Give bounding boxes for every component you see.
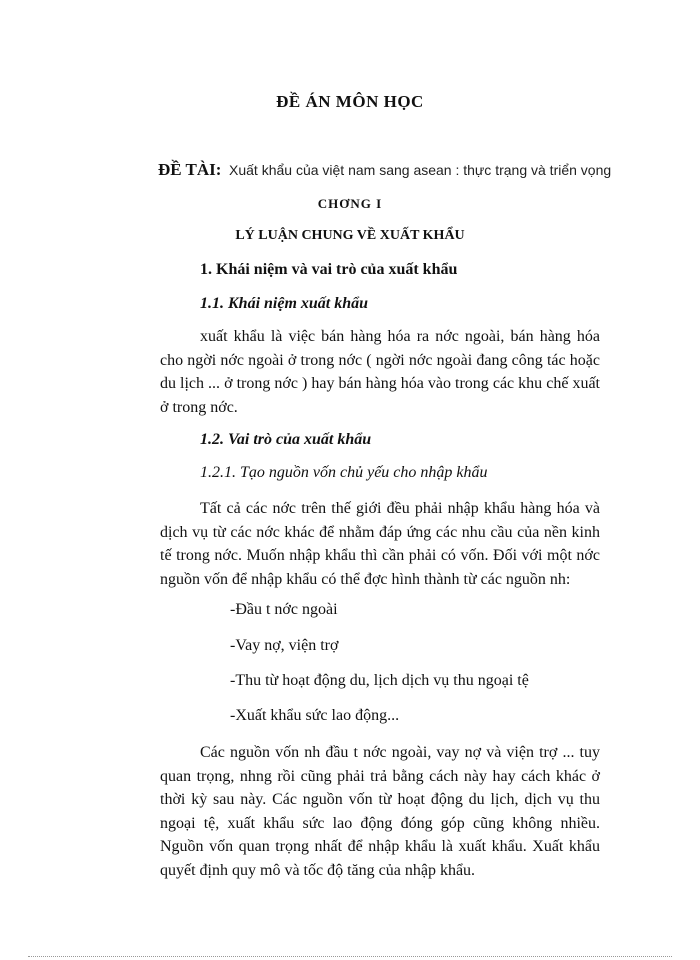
list-item: -Thu từ hoạt động du, lịch dịch vụ thu ngoại tệ	[230, 672, 529, 689]
document-title: ĐỀ ÁN MÔN HỌC	[276, 92, 424, 111]
section-1-1-paragraph: xuất khẩu là việc bán hàng hóa ra nớc ngoài, bán hàng hóa cho ngời nớc ngoài ở trong nớc ( ngời nớc ngoài đang công tác hoặc du lịch ... ở trong nớc ) hay bán hàng hóa vào trong các khu chế xuất ở trong nớc.	[160, 328, 600, 416]
topic-label: ĐỀ TÀI:	[158, 160, 222, 179]
list-item: -Đầu t nớc ngoài	[230, 601, 338, 618]
section-1-2-1-heading: 1.2.1. Tạo nguồn vốn chủ yếu cho nhập khẩu	[200, 464, 488, 481]
closing-paragraph: Các nguồn vốn nh đầu t nớc ngoài, vay nợ và viện trợ ... tuy quan trọng, nhng rồi cũng phải trả bằng cách này hay cách khác ở thời kỳ sau này. Các nguồn vốn từ hoạt động du lịch, dịch vụ thu ngoại tệ, xuất khẩu sức lao động đóng góp cũng không nhiều. Nguồn vốn quan trọng nhất để nhập khẩu là xuất khẩu. Xuất khẩu quyết định quy mô và tốc độ tăng của nhập khẩu.	[160, 744, 600, 879]
page-bottom-rule	[28, 956, 672, 957]
chapter-title: LÝ LUẬN CHUNG VỀ XUẤT KHẨU	[235, 228, 465, 243]
section-1-2-1-paragraph: Tất cả các nớc trên thế giới đều phải nhập khẩu hàng hóa và dịch vụ từ các nớc khác để nhằm đáp ứng các nhu cầu của nền kinh tế trong nớc. Muốn nhập khẩu thì cần phải có vốn. Đối với một nớc nguồn vốn để nhập khẩu có thể đợc hình thành từ các nguồn nh:	[160, 500, 600, 588]
list-item: -Xuất khẩu sức lao động...	[230, 707, 400, 724]
chapter-number: CHƠNG I	[317, 196, 383, 211]
section-1-heading: 1. Khái niệm và vai trò của xuất khẩu	[200, 261, 458, 278]
section-1-1-heading: 1.1. Khái niệm xuất khẩu	[200, 295, 369, 312]
list-item: -Vay nợ, viện trợ	[230, 637, 339, 654]
topic-text: Xuất khẩu của việt nam sang asean : thực trạng và triển vọng	[229, 162, 612, 178]
section-1-2-heading: 1.2. Vai trò của xuất khẩu	[200, 431, 372, 448]
